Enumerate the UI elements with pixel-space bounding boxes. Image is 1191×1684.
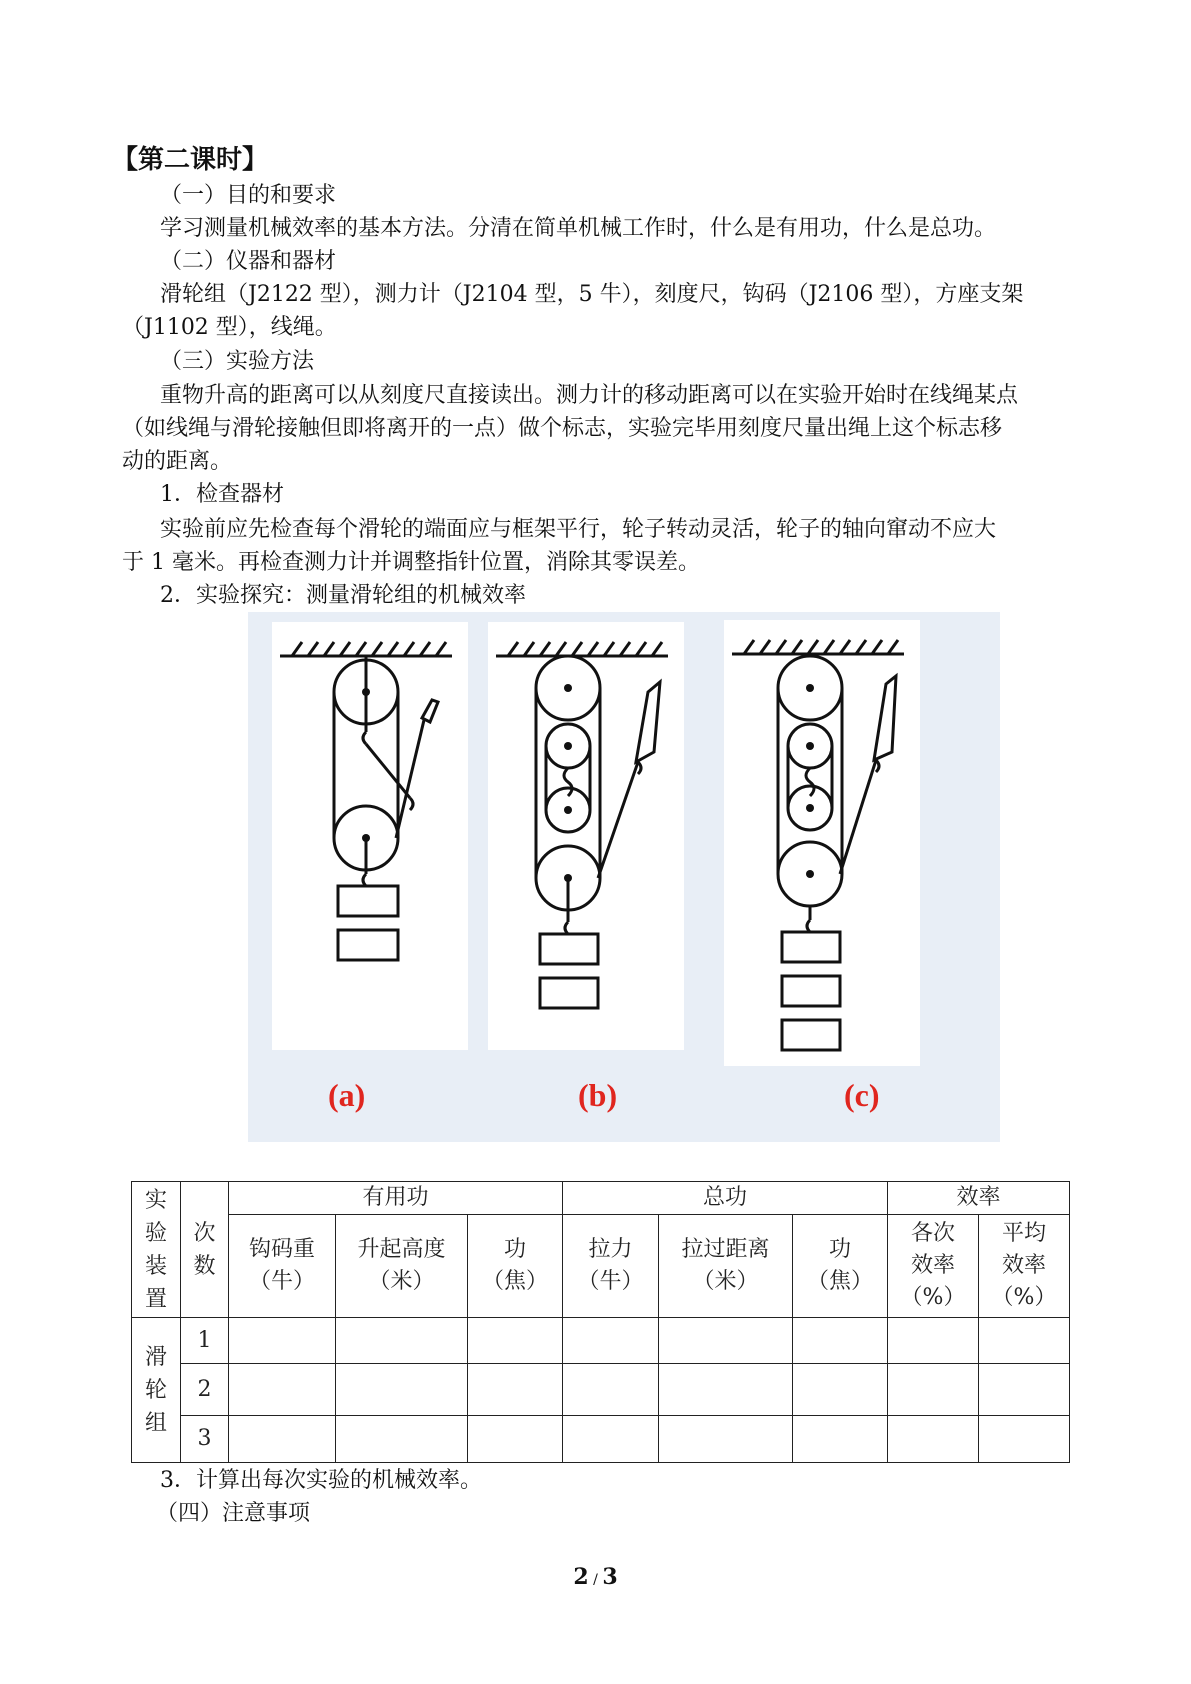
header-total-work: 总功 — [563, 1182, 888, 1215]
cell[interactable] — [793, 1364, 888, 1416]
section-3-body-line2: （如线绳与滑轮接触但即将离开的一点）做个标志，实验完毕用刻度尺量出绳上这个标志移 — [122, 416, 1003, 441]
table-row — [132, 1318, 1070, 1364]
cell[interactable] — [229, 1416, 336, 1463]
step-1-title: 1．检查器材 — [160, 482, 284, 507]
header-weight: 钩码重 （牛） — [229, 1215, 336, 1318]
cell[interactable] — [979, 1318, 1070, 1364]
header-average-efficiency: 平均 效率 （%） — [979, 1215, 1070, 1318]
step-1-body-line1: 实验前应先检查每个滑轮的端面应与框架平行，轮子转动灵活，轮子的轴向窜动不应大 — [160, 517, 997, 542]
cell[interactable] — [979, 1364, 1070, 1416]
cell[interactable] — [563, 1416, 659, 1463]
header-each-efficiency: 各次 效率 （%） — [888, 1215, 979, 1318]
section-3-body-line1: 重物升高的距离可以从刻度尺直接读出。测力计的移动距离可以在实验开始时在线绳某点 — [160, 383, 1019, 408]
cell[interactable] — [888, 1364, 979, 1416]
section-2-body-line2: （J1102 型），线绳。 — [122, 315, 337, 340]
cell[interactable] — [888, 1416, 979, 1463]
section-4-title: （四）注意事项 — [156, 1501, 311, 1526]
pulley-diagram-c — [724, 620, 920, 1066]
step-1-body-line2: 于 1 毫米。再检查测力计并调整指针位置，消除其零误差。 — [122, 550, 700, 575]
pulley-diagram-a — [272, 622, 468, 1050]
header-work-useful: 功 （焦） — [468, 1215, 563, 1318]
device-name: 滑轮组 — [132, 1318, 181, 1463]
section-2-body-line1: 滑轮组（J2122 型），测力计（J2104 型，5 牛），刻度尺，钩码（J2106 型），方座支架 — [160, 282, 1024, 307]
cell[interactable] — [793, 1416, 888, 1463]
pulley-figure — [248, 612, 1000, 1142]
header-efficiency: 效率 — [888, 1182, 1070, 1215]
efficiency-table — [131, 1181, 1070, 1463]
section-2-title: （二）仪器和器材 — [160, 249, 337, 274]
step-2-title: 2．实验探究：测量滑轮组的机械效率 — [160, 583, 526, 608]
lesson-heading: 【第二课时】 — [112, 145, 269, 175]
figure-label-c: (c) — [844, 1077, 880, 1113]
cell[interactable] — [229, 1364, 336, 1416]
figure-label-a: (a) — [328, 1077, 366, 1113]
row-number: 2 — [181, 1364, 229, 1416]
cell[interactable] — [979, 1416, 1070, 1463]
row-number: 3 — [181, 1416, 229, 1463]
cell[interactable] — [336, 1364, 468, 1416]
header-work-total: 功 （焦） — [793, 1215, 888, 1318]
figure-label-b: (b) — [578, 1077, 618, 1113]
cell[interactable] — [659, 1364, 793, 1416]
section-1-title: （一）目的和要求 — [160, 183, 337, 208]
header-device: 实验装置 — [132, 1182, 181, 1318]
cell[interactable] — [888, 1318, 979, 1364]
cell[interactable] — [659, 1318, 793, 1364]
panel-c — [724, 620, 920, 1066]
section-1-body: 学习测量机械效率的基本方法。分清在简单机械工作时，什么是有用功，什么是总功。 — [160, 216, 997, 241]
cell[interactable] — [563, 1364, 659, 1416]
row-number: 1 — [181, 1318, 229, 1364]
table-row — [132, 1416, 1070, 1463]
cell[interactable] — [563, 1318, 659, 1364]
page-number: 2 / 3 — [573, 1564, 618, 1590]
panel-a — [272, 622, 468, 1050]
section-3-body-line3: 动的距离。 — [122, 449, 233, 474]
cell[interactable] — [229, 1318, 336, 1364]
header-distance: 拉过距离 （米） — [659, 1215, 793, 1318]
pulley-diagram-b — [488, 622, 684, 1050]
cell[interactable] — [468, 1318, 563, 1364]
cell[interactable] — [659, 1416, 793, 1463]
header-height: 升起高度 （米） — [336, 1215, 468, 1318]
cell[interactable] — [793, 1318, 888, 1364]
step-3-title: 3．计算出每次实验的机械效率。 — [160, 1468, 482, 1493]
cell[interactable] — [336, 1318, 468, 1364]
cell[interactable] — [468, 1416, 563, 1463]
header-force: 拉力 （牛） — [563, 1215, 659, 1318]
header-useful-work: 有用功 — [229, 1182, 563, 1215]
table-row — [132, 1364, 1070, 1416]
panel-b — [488, 622, 684, 1050]
section-3-title: （三）实验方法 — [160, 349, 315, 374]
header-count: 次数 — [181, 1182, 229, 1318]
cell[interactable] — [468, 1364, 563, 1416]
cell[interactable] — [336, 1416, 468, 1463]
